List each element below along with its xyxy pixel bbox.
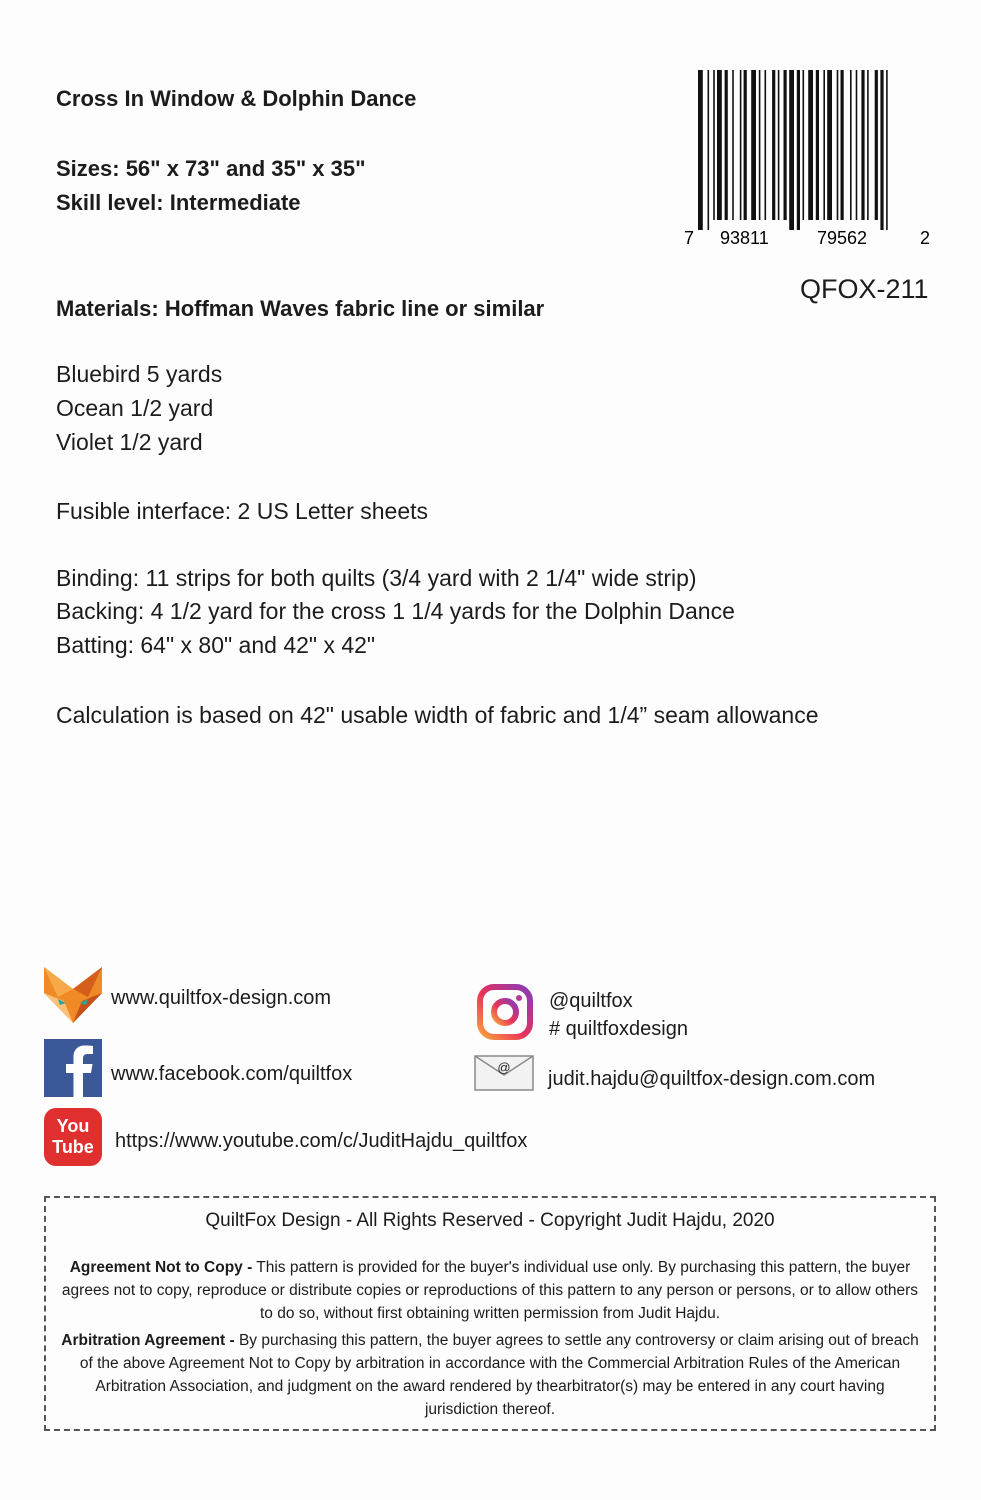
barcode-bar [841,70,844,220]
instagram-handle[interactable]: @quiltfox [549,990,633,1012]
backing-text: Backing: 4 1/2 yard for the cross 1 1/4 yards for the Dolphin Dance [56,598,735,624]
agreement-paragraph [60,1256,920,1325]
instagram-dot [516,995,522,1001]
barcode-bar [856,70,858,220]
skill-level-text: Skill level: Intermediate [56,190,301,215]
barcode-bar [713,70,715,220]
barcode-image [684,70,934,250]
facebook-link[interactable]: www.facebook.com/quiltfox [111,1063,353,1085]
barcode-bar [708,70,710,230]
barcode-bar [823,70,825,220]
barcode-bar [698,70,703,230]
barcode-bar [837,70,839,220]
materials-heading: Materials: Hoffman Waves fabric line or similar [56,296,545,321]
arbitration-text: By purchasing this pattern, the buyer agrees to settle any controversy or claim arising out of breach of the above Agreement Not to Copy by arbitration in accordance with the Commercial Arbitration Rules of the American Arbitration Association, and judgment on the award rendered by thearbitrator(s) may be entered in any court having jurisdiction thereof. [79,1332,919,1418]
fabric-item-bluebird: Bluebird 5 yards [56,361,223,387]
sizes-text: Sizes: 56" x 73" and 35" x 35" [56,156,366,181]
batting-text: Batting: 64" x 80" and 42" x 42" [56,632,376,658]
instagram-icon[interactable] [476,983,534,1041]
barcode-bar [717,70,722,220]
youtube-icon-tube: Tube [52,1137,94,1157]
barcode-bar [816,70,819,220]
barcode-bar [725,70,728,220]
barcode-bar [861,70,864,220]
binding-text: Binding: 11 strips for both quilts (3/4 yard with 2 1/4" wide strip) [56,565,697,591]
instagram-hashtag[interactable]: # quiltfoxdesign [549,1018,688,1040]
barcode-bar [867,70,869,220]
arbitration-paragraph [60,1329,920,1421]
barcode-digit-right: 2 [920,228,931,248]
instagram-lens [494,1001,516,1023]
barcode-bars [698,70,888,230]
barcode-bar [732,70,734,220]
barcode-bar [778,70,780,220]
facebook-icon[interactable] [44,1039,102,1097]
arbitration-title: Arbitration Agreement - [61,1332,235,1349]
agreement-title: Agreement Not to Copy - [69,1259,253,1276]
youtube-link[interactable]: https://www.youtube.com/c/JuditHajdu_quiltfox [115,1130,528,1152]
barcode-bar [772,70,775,220]
fabric-item-violet: Violet 1/2 yard [56,429,203,455]
barcode-bar [827,70,832,220]
envelope-icon[interactable] [474,1055,534,1091]
barcode-bar [789,70,794,230]
fusible-text: Fusible interface: 2 US Letter sheets [56,498,429,524]
barcode-bar [880,70,883,230]
youtube-icon-you: You [56,1116,90,1136]
barcode-bar [740,70,742,220]
barcode-bar [875,70,878,220]
barcode-bar [759,70,761,220]
barcode-bar [744,70,747,220]
calculation-text: Calculation is based on 42" usable width of fabric and 1/4” seam allowance [56,702,819,728]
barcode-digit-left: 7 [684,228,695,248]
pattern-title: Cross In Window & Dolphin Dance [56,86,417,111]
barcode-bar [751,70,756,220]
email-link[interactable]: judit.hajdu@quiltfox-design.com.com [548,1068,876,1090]
product-sku: QFOX-211 [800,274,929,304]
website-link[interactable]: www.quiltfox-design.com [111,987,332,1009]
barcode-bar [784,70,787,220]
barcode-bar [797,70,800,230]
envelope-at-symbol: @ [497,1060,511,1075]
fabric-item-ocean: Ocean 1/2 yard [56,395,214,421]
barcode-bar [765,70,767,220]
barcode-bar [886,70,888,230]
agreement-text: This pattern is provided for the buyer's individual use only. By purchasing this pattern, the buyer agrees not to copy, reproduce or distribute copies or reproductions of this pattern to any person or persons, or to allow others to do so, without first obtaining written permission from Judit Hajdu. [61,1259,919,1322]
legal-notice-box [44,1196,936,1431]
barcode-bar [803,70,805,220]
fox-logo-icon [44,967,102,1023]
instagram-frame [480,987,530,1037]
youtube-icon[interactable] [44,1108,102,1166]
barcode-bar [808,70,813,220]
barcode-digits-group2: 79562 [817,228,868,248]
barcode-bar [850,70,852,220]
barcode-digits-group1: 93811 [720,228,769,248]
copyright-line: QuiltFox Design - All Rights Reserved - Copyright Judit Hajdu, 2020 [205,1210,775,1231]
